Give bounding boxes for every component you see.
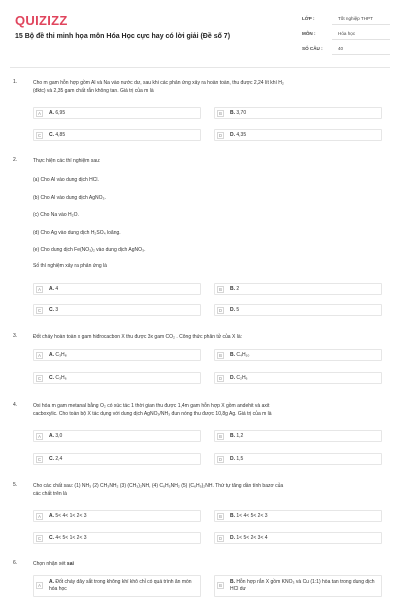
option-letter: A. bbox=[49, 579, 54, 585]
option-letter: D. bbox=[230, 307, 235, 313]
option-letter: C. bbox=[49, 535, 54, 541]
option-letter: B. bbox=[230, 433, 235, 439]
option-key: B bbox=[217, 352, 224, 359]
option-c[interactable] bbox=[33, 304, 201, 316]
option-letter: D. bbox=[230, 132, 235, 138]
option-text: 3,70 bbox=[236, 110, 247, 116]
question-text-line: Đốt cháy hoàn toàn x gam hiđrocacbon X thu được 3x gam CO₂ . Công thức phân tử của X là: bbox=[33, 334, 242, 340]
option-text: 1,5 bbox=[236, 456, 244, 462]
option-d[interactable] bbox=[214, 304, 382, 316]
meta-label: SỐ CÂU : bbox=[302, 46, 323, 51]
meta-value: Tốt nghiệp THPT bbox=[338, 16, 373, 21]
divider bbox=[332, 24, 390, 25]
option-letter: D. bbox=[230, 535, 235, 541]
option-key: D bbox=[218, 376, 223, 381]
question-prompt: Số thí nghiệm xảy ra phản ứng là bbox=[33, 263, 107, 269]
option-d[interactable] bbox=[214, 129, 382, 141]
option-key: B bbox=[217, 582, 224, 589]
meta-label: LỚP : bbox=[302, 16, 315, 21]
option-text: 1,2 bbox=[236, 433, 244, 439]
quizizz-logo: QUIZIZZ bbox=[15, 13, 68, 28]
option-text: 2 bbox=[236, 286, 240, 292]
option-letter: A. bbox=[49, 433, 54, 439]
option-text: 1< 5< 2< 3< 4 bbox=[236, 535, 268, 541]
option-letter: A. bbox=[49, 352, 54, 358]
option-text: 4,85 bbox=[55, 132, 66, 138]
meta-value: 40 bbox=[338, 46, 344, 51]
question-emphasis: sai bbox=[66, 561, 74, 567]
option-key: D bbox=[218, 133, 223, 138]
option-key: C bbox=[37, 133, 42, 138]
option-key: C bbox=[37, 457, 42, 462]
question-text-line: các chất trên là bbox=[33, 491, 67, 497]
option-text: Hỗn hợp rắn X gồm KNO₃ và Cu (1:1) hòa tan trong dung dịch HCl dư bbox=[230, 579, 375, 592]
option-a[interactable] bbox=[33, 430, 201, 442]
question-text-line: Cho m gam hỗn hợp gồm Al và Na vào nước dư, sau khi các phản ứng xảy ra hoàn toàn, thu được 2,24 lít khí H₂ bbox=[33, 80, 284, 86]
question-text-line bbox=[33, 560, 388, 568]
option-letter: B. bbox=[230, 352, 235, 358]
option-key: A bbox=[36, 433, 43, 440]
option-key: B bbox=[217, 110, 224, 117]
question-number: 6. bbox=[13, 560, 18, 566]
option-text: 5 bbox=[236, 307, 240, 313]
option-text: 1< 4< 5< 2< 3 bbox=[236, 513, 268, 519]
meta-label: MÔN : bbox=[302, 31, 316, 36]
option-text: 4< 5< 1< 2< 3 bbox=[55, 535, 87, 541]
option-text: 4 bbox=[55, 286, 59, 292]
option-b[interactable] bbox=[214, 430, 382, 442]
option-c[interactable] bbox=[33, 372, 201, 384]
option-b[interactable] bbox=[214, 283, 382, 295]
option-d[interactable] bbox=[214, 453, 382, 465]
option-text: 6,95 bbox=[55, 110, 66, 116]
option-d[interactable] bbox=[214, 372, 382, 384]
option-c[interactable] bbox=[33, 532, 201, 544]
question-lead: Chọn nhận xét bbox=[33, 561, 67, 567]
question-number: 1. bbox=[13, 79, 18, 85]
option-letter: C. bbox=[49, 307, 54, 313]
option-a[interactable] bbox=[33, 107, 201, 119]
option-key: A bbox=[36, 513, 43, 520]
option-b[interactable] bbox=[214, 575, 382, 597]
option-b[interactable] bbox=[214, 107, 382, 119]
option-b[interactable] bbox=[214, 510, 382, 522]
option-key: A bbox=[36, 352, 43, 359]
option-letter: B. bbox=[230, 286, 235, 292]
option-letter: B. bbox=[230, 579, 235, 585]
experiment-item: (c) Cho Na vào H₂O. bbox=[33, 212, 79, 218]
option-letter: D. bbox=[230, 456, 235, 462]
question-number: 3. bbox=[13, 333, 18, 339]
experiment-item: (e) Cho dung dịch Fe(NO₃)₂ vào dung dịch AgNO₃. bbox=[33, 247, 146, 253]
option-a[interactable] bbox=[33, 575, 201, 597]
option-letter: C. bbox=[49, 132, 54, 138]
option-letter: B. bbox=[230, 110, 235, 116]
page-title: 15 Bộ đề thi minh họa môn Hóa Học cực hay có lời giải (Đề số 7) bbox=[15, 33, 231, 40]
option-text: C₂H₆ bbox=[236, 375, 248, 381]
question-text-line: Thực hiện các thí nghiệm sau: bbox=[33, 158, 101, 164]
option-text: C₄H₁₀ bbox=[236, 352, 250, 358]
option-key: A bbox=[36, 582, 43, 589]
option-c[interactable] bbox=[33, 453, 201, 465]
option-key: C bbox=[37, 536, 42, 541]
option-text: Đốt cháy dây sắt trong không khí khô chỉ có quá trình ăn mòn hóa học bbox=[49, 579, 192, 592]
option-text: 5< 4< 1< 2< 3 bbox=[55, 513, 87, 519]
question-text-line: Oxi hóa m gam metanal bằng O₂ có xúc tác 1 thời gian thu được 1,4m gam hỗn hợp X gồm andehit và axit bbox=[33, 403, 270, 409]
question-number: 5. bbox=[13, 482, 18, 488]
header bbox=[0, 0, 400, 62]
option-letter: D. bbox=[230, 375, 235, 381]
option-letter: A. bbox=[49, 513, 54, 519]
header-divider bbox=[10, 67, 390, 68]
question-text-line: (đktc) và 2,35 gam chất rắn không tan. Giá trị của m là bbox=[33, 88, 154, 94]
question-text-line: Cho các chất sau: (1) NH₃ (2) CH₃NH₂ (3) (CH₃)₂NH, (4) C₆H₅NH₂ (5) (C₆H₅)₂NH. Thứ tự tăng dần tính bazơ của bbox=[33, 483, 284, 489]
experiment-item: (b) Cho Al vào dung dịch AgNO₃. bbox=[33, 195, 106, 201]
option-letter: C. bbox=[49, 456, 54, 462]
question-number: 2. bbox=[13, 157, 18, 163]
option-key: A bbox=[36, 110, 43, 117]
option-key: C bbox=[37, 376, 42, 381]
meta-value: Hóa học bbox=[338, 31, 356, 36]
option-key: B bbox=[217, 433, 224, 440]
option-key: D bbox=[218, 457, 223, 462]
experiment-item: (a) Cho Al vào dung dịch HCl. bbox=[33, 177, 99, 183]
option-text: 3,0 bbox=[55, 433, 63, 439]
option-d[interactable] bbox=[214, 532, 382, 544]
option-a[interactable] bbox=[33, 283, 201, 295]
option-b[interactable] bbox=[214, 349, 382, 361]
question-number: 4. bbox=[13, 402, 18, 408]
question-text-line: cacboxylic. Cho toàn bộ X tác dụng với dung dịch AgNO₃/NH₃ đun nóng thu được 10,8g Ag. Giá trị của m là bbox=[33, 411, 272, 417]
option-letter: C. bbox=[49, 375, 54, 381]
divider bbox=[332, 54, 390, 55]
option-key: B bbox=[217, 286, 224, 293]
option-letter: A. bbox=[49, 286, 54, 292]
option-a[interactable] bbox=[33, 349, 201, 361]
experiment-item: (d) Cho Ag vào dung dịch H₂SO₄ loãng. bbox=[33, 230, 121, 236]
option-key: C bbox=[37, 308, 42, 313]
option-text: C₃H₆ bbox=[55, 375, 67, 381]
option-text: 2,4 bbox=[55, 456, 63, 462]
option-text: 4,35 bbox=[236, 132, 247, 138]
option-letter: A. bbox=[49, 110, 54, 116]
option-a[interactable] bbox=[33, 510, 201, 522]
option-c[interactable] bbox=[33, 129, 201, 141]
option-key: D bbox=[218, 536, 223, 541]
option-letter: B. bbox=[230, 513, 235, 519]
option-key: B bbox=[217, 513, 224, 520]
option-text: C₃H₈ bbox=[55, 352, 67, 358]
option-text: 3 bbox=[55, 307, 59, 313]
option-key: D bbox=[218, 308, 223, 313]
option-key: A bbox=[36, 286, 43, 293]
divider bbox=[332, 39, 390, 40]
